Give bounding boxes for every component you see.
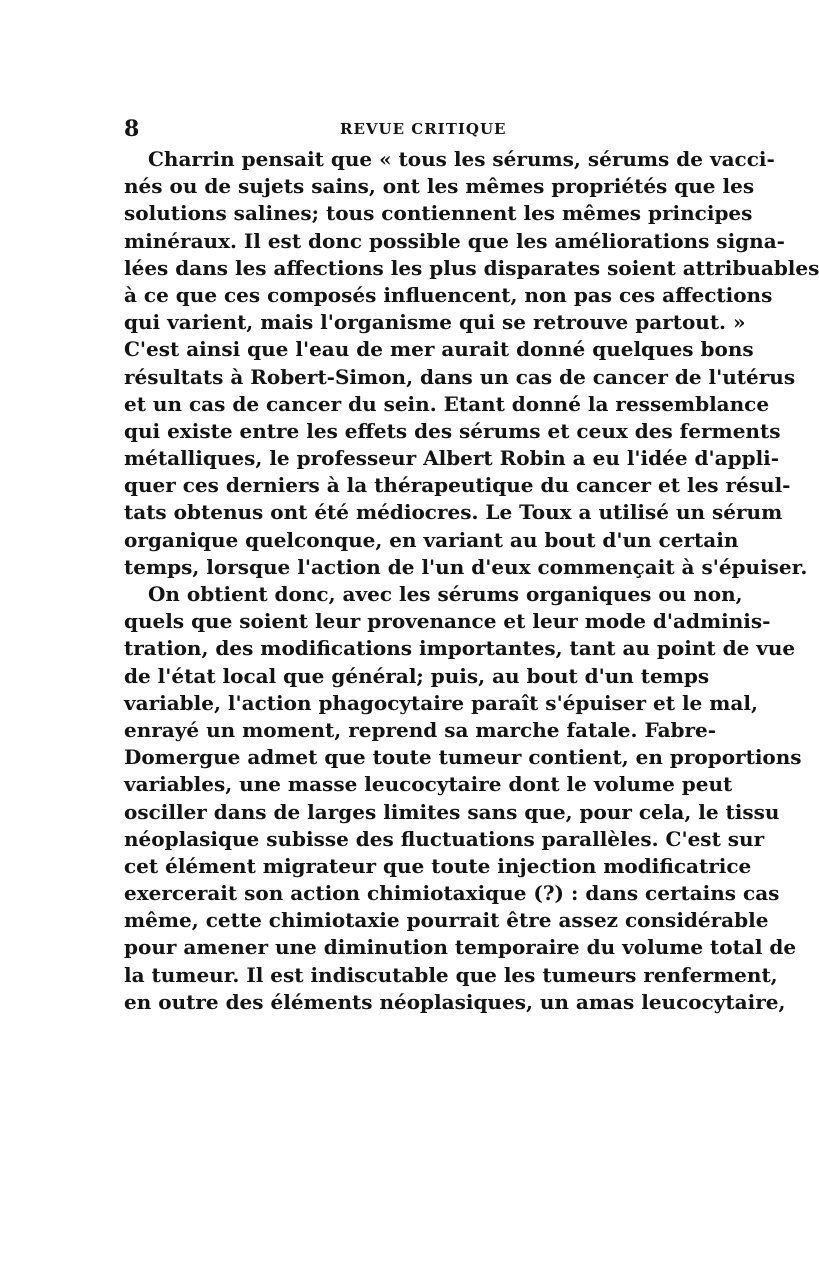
text-line: organique quelconque, en variant au bout d'un certain <box>124 527 739 552</box>
text-line: variable, l'action phagocytaire paraît s'épuiser et le mal, <box>124 690 758 715</box>
text-line: solutions salines; tous contiennent les mêmes principes <box>124 201 753 226</box>
text-line: la tumeur. Il est indiscutable que les tumeurs renferment, <box>124 962 778 987</box>
text-line: pour amener une diminution temporaire du volume total de <box>124 935 797 960</box>
text-line: tration, des modifications importantes, tant au point de vue <box>124 636 796 661</box>
text-line: variables, une masse leucocytaire dont le volume peut <box>124 772 733 797</box>
text-line: minéraux. Il est donc possible que les améliorations signa- <box>124 228 785 253</box>
text-line: Charrin pensait que « tous les sérums, sérums de vacci- <box>148 147 775 171</box>
text-line: On obtient donc, avec les sérums organiques ou non, <box>148 582 743 606</box>
text-line: osciller dans de larges limites sans que, pour cela, le tissu <box>124 799 780 824</box>
text-line: de l'état local que général; puis, au bout d'un temps <box>124 663 710 688</box>
text-line: qui existe entre les effets des sérums et ceux des ferments <box>124 418 781 443</box>
text-line: temps, lorsque l'action de l'un d'eux commençait à s'épuiser. <box>124 554 808 579</box>
running-title: REVUE CRITIQUE <box>340 120 507 138</box>
text-line: quer ces derniers à la thérapeutique du cancer et les résul- <box>124 473 791 498</box>
text-line: C'est ainsi que l'eau de mer aurait donné quelques bons <box>124 337 754 362</box>
text-line: Domergue admet que toute tumeur contient, en proportions <box>124 745 802 770</box>
text-line: tats obtenus ont été médiocres. Le Toux a utilisé un sérum <box>124 500 783 525</box>
body-text <box>124 146 819 1016</box>
text-line: cet élément migrateur que toute injection modificatrice <box>124 853 752 878</box>
text-line: métalliques, le professeur Albert Robin a eu l'idée d'appli- <box>124 446 780 471</box>
text-line: qui varient, mais l'organisme qui se retrouve partout. » <box>124 310 746 335</box>
text-line: en outre des éléments néoplasiques, un amas leucocytaire, <box>124 989 786 1014</box>
text-line: résultats à Robert-Simon, dans un cas de cancer de l'utérus <box>124 364 796 389</box>
text-line: à ce que ces composés influencent, non pas ces affections <box>124 282 773 307</box>
page-number: 8 <box>124 116 140 142</box>
page-header <box>124 112 680 146</box>
text-line: enrayé un moment, reprend sa marche fatale. Fabre- <box>124 717 717 742</box>
text-line: quels que soient leur provenance et leur mode d'adminis- <box>124 609 771 634</box>
text-line: nés ou de sujets sains, ont les mêmes propriétés que les <box>124 174 755 199</box>
text-line: exercerait son action chimiotaxique (?) : dans certains cas <box>124 881 780 906</box>
text-line: et un cas de cancer du sein. Etant donné la ressemblance <box>124 391 770 416</box>
text-line: même, cette chimiotaxie pourrait être assez considérable <box>124 908 769 933</box>
text-line: lées dans les affections les plus disparates soient attribuables <box>124 255 819 280</box>
text-line: néoplasique subisse des fluctuations parallèles. C'est sur <box>124 826 765 851</box>
